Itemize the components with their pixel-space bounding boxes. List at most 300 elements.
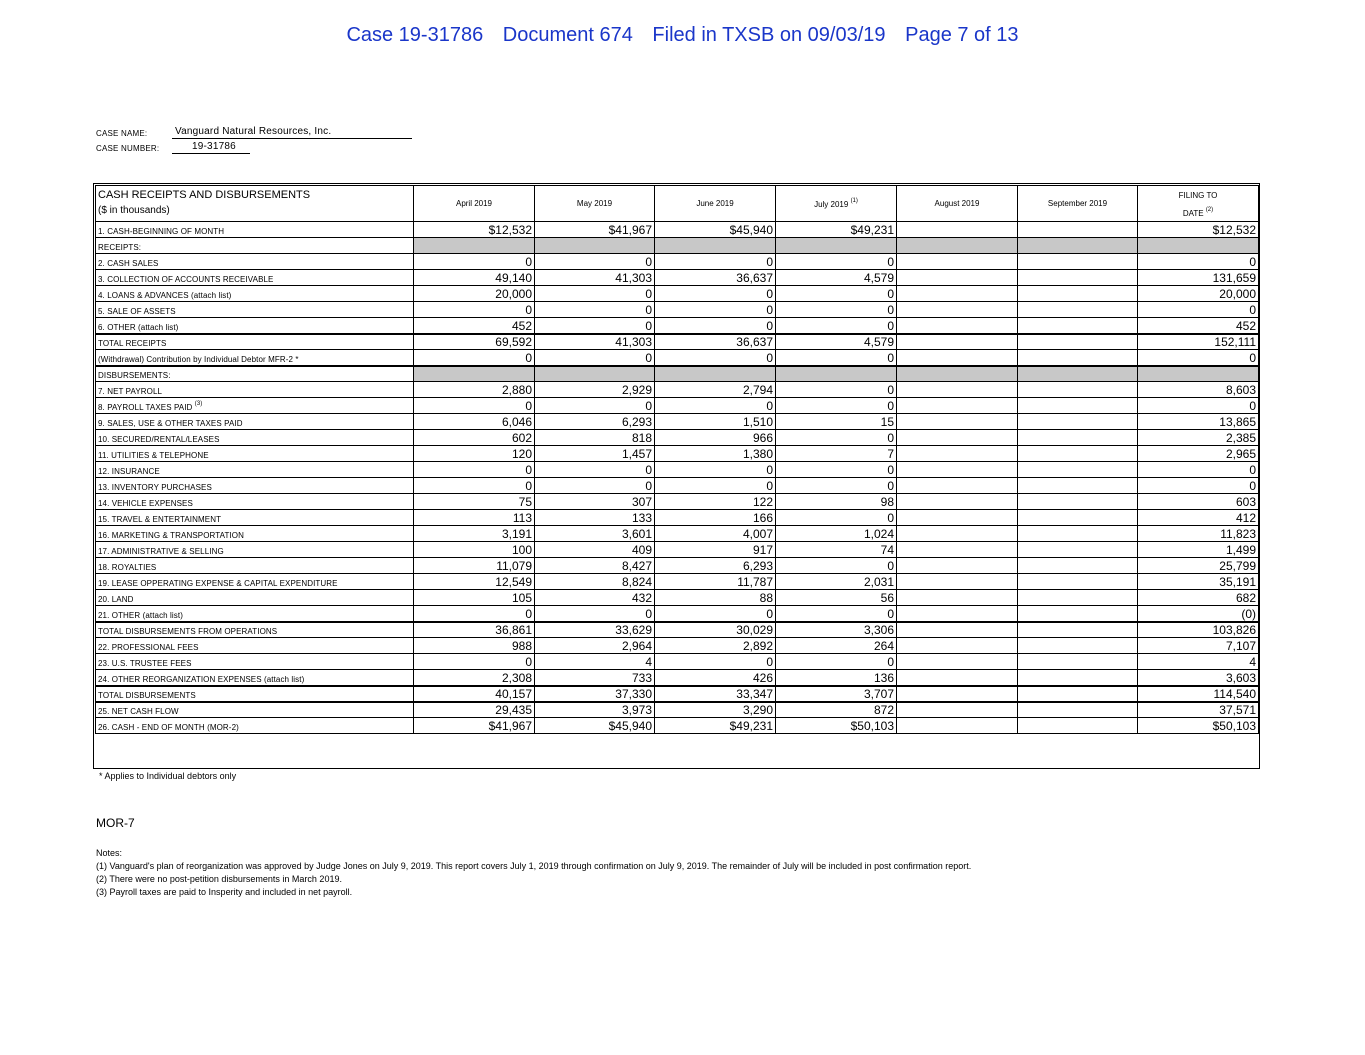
value-cell: 41,303 — [535, 270, 655, 286]
value-cell — [897, 526, 1018, 542]
table-header-row — [96, 186, 1259, 222]
row-label-text: 3. COLLECTION OF ACCOUNTS RECEIVABLE — [98, 275, 274, 284]
value-cell: 100 — [414, 542, 535, 558]
value-cell: 0 — [414, 478, 535, 494]
table-row — [96, 350, 1259, 366]
row-label — [96, 446, 414, 462]
value-cell — [1018, 318, 1138, 334]
value-cell: $49,231 — [655, 718, 776, 734]
row-label — [96, 318, 414, 334]
column-header-june: June 2019 — [655, 186, 776, 222]
value-cell: 3,191 — [414, 526, 535, 542]
note-3: (3) Payroll taxes are paid to Insperity and included in net payroll. — [96, 887, 353, 897]
section-shade-cell — [1018, 238, 1138, 254]
value-cell: 4,579 — [776, 334, 897, 350]
value-cell — [897, 446, 1018, 462]
row-label-text: 24. OTHER REORGANIZATION EXPENSES (attach list) — [98, 674, 305, 684]
case-number-label: CASE NUMBER: — [96, 144, 160, 153]
value-cell: 1,457 — [535, 446, 655, 462]
value-cell — [897, 574, 1018, 590]
column-header-filing-to-date — [1138, 186, 1259, 222]
row-label-text: 19. LEASE OPPERATING EXPENSE & CAPITAL EXPENDITURE — [98, 579, 338, 588]
value-cell: 0 — [1138, 350, 1259, 366]
value-cell: 6,293 — [655, 558, 776, 574]
value-cell: 0 — [535, 254, 655, 270]
value-cell: 0 — [655, 654, 776, 670]
value-cell: 11,787 — [655, 574, 776, 590]
value-cell: 2,385 — [1138, 430, 1259, 446]
table-row — [96, 222, 1259, 238]
value-cell: 0 — [655, 350, 776, 366]
value-cell: 0 — [776, 558, 897, 574]
value-cell: 682 — [1138, 590, 1259, 606]
value-cell — [1018, 494, 1138, 510]
value-cell: 0 — [776, 318, 897, 334]
value-cell: 0 — [655, 318, 776, 334]
value-cell — [1018, 702, 1138, 718]
value-cell: 2,880 — [414, 382, 535, 398]
value-cell — [1018, 542, 1138, 558]
row-label — [96, 526, 414, 542]
value-cell: 2,965 — [1138, 446, 1259, 462]
value-cell: 0 — [655, 302, 776, 318]
row-label — [96, 366, 414, 382]
value-cell: 103,826 — [1138, 622, 1259, 638]
value-cell: 136 — [776, 670, 897, 686]
value-cell: $50,103 — [1138, 718, 1259, 734]
row-label-text: 6. OTHER (attach list) — [98, 322, 179, 332]
value-cell — [1018, 526, 1138, 542]
value-cell — [897, 478, 1018, 494]
value-cell: 1,499 — [1138, 542, 1259, 558]
value-cell: 602 — [414, 430, 535, 446]
row-label-text: 2. CASH SALES — [98, 259, 159, 268]
value-cell: $41,967 — [535, 222, 655, 238]
table-row — [96, 478, 1259, 494]
value-cell — [1018, 286, 1138, 302]
value-cell: 0 — [535, 478, 655, 494]
value-cell: 0 — [655, 286, 776, 302]
value-cell: 1,380 — [655, 446, 776, 462]
row-label-text: 5. SALE OF ASSETS — [98, 307, 176, 316]
value-cell: 40,157 — [414, 686, 535, 702]
value-cell: 0 — [655, 398, 776, 414]
note-1: (1) Vanguard's plan of reorganization was approved by Judge Jones on July 9, 2019. This report covers July 1, 2019 through confirmation on July 9, 2019. The remainder of July will be included in post confirmation report. — [96, 861, 972, 871]
value-cell: 0 — [655, 254, 776, 270]
value-cell: 75 — [414, 494, 535, 510]
value-cell: 0 — [535, 350, 655, 366]
row-label-text: 26. CASH - END OF MONTH (MOR-2) — [98, 723, 239, 732]
value-cell — [897, 718, 1018, 734]
table-title-cell — [96, 186, 414, 222]
value-cell: 0 — [1138, 254, 1259, 270]
value-cell: 8,427 — [535, 558, 655, 574]
value-cell: 2,929 — [535, 382, 655, 398]
table-row — [96, 398, 1259, 414]
notes-heading: Notes: — [96, 848, 123, 858]
value-cell: 0 — [414, 302, 535, 318]
value-cell — [1018, 334, 1138, 350]
value-cell — [897, 222, 1018, 238]
value-cell: 0 — [776, 606, 897, 622]
value-cell: 452 — [414, 318, 535, 334]
value-cell — [1018, 382, 1138, 398]
value-cell — [1018, 446, 1138, 462]
value-cell: 307 — [535, 494, 655, 510]
value-cell: 3,603 — [1138, 670, 1259, 686]
row-label-text: TOTAL RECEIPTS — [98, 339, 167, 348]
value-cell: 4 — [535, 654, 655, 670]
table-row — [96, 238, 1259, 254]
section-shade-cell — [897, 366, 1018, 382]
row-label — [96, 430, 414, 446]
value-cell: 409 — [535, 542, 655, 558]
section-shade-cell — [414, 366, 535, 382]
value-cell: 0 — [776, 398, 897, 414]
row-label-text: 12. INSURANCE — [98, 467, 160, 476]
value-cell: 113 — [414, 510, 535, 526]
value-cell — [897, 542, 1018, 558]
payroll-footnote-mark: (3) — [194, 401, 203, 407]
case-name-value: Vanguard Natural Resources, Inc. — [172, 126, 412, 139]
value-cell: 2,308 — [414, 670, 535, 686]
row-label — [96, 414, 414, 430]
value-cell: 8,603 — [1138, 382, 1259, 398]
table-row — [96, 590, 1259, 606]
value-cell: 264 — [776, 638, 897, 654]
row-label — [96, 238, 414, 254]
value-cell — [897, 670, 1018, 686]
value-cell — [1018, 558, 1138, 574]
table-row — [96, 654, 1259, 670]
value-cell — [897, 462, 1018, 478]
value-cell: 0 — [655, 478, 776, 494]
row-label-text: 8. PAYROLL TAXES PAID — [98, 403, 193, 412]
value-cell: 0 — [535, 462, 655, 478]
value-cell: 49,140 — [414, 270, 535, 286]
value-cell — [1018, 270, 1138, 286]
cash-receipts-disbursements-table — [95, 185, 1259, 734]
section-shade-cell — [776, 238, 897, 254]
row-label-text: 14. VEHICLE EXPENSES — [98, 499, 193, 508]
section-shade-cell — [655, 238, 776, 254]
case-number-line — [96, 141, 236, 153]
row-label — [96, 382, 414, 398]
value-cell: 37,330 — [535, 686, 655, 702]
value-cell: 20,000 — [1138, 286, 1259, 302]
july-footnote-mark: (1) — [850, 198, 858, 204]
row-label-text: 22. PROFESSIONAL FEES — [98, 643, 199, 652]
row-label — [96, 558, 414, 574]
value-cell: 0 — [655, 606, 776, 622]
value-cell — [897, 430, 1018, 446]
value-cell: 0 — [535, 302, 655, 318]
case-name-line — [96, 126, 332, 138]
row-label — [96, 270, 414, 286]
table-row — [96, 270, 1259, 286]
value-cell: 603 — [1138, 494, 1259, 510]
value-cell — [897, 350, 1018, 366]
row-label — [96, 494, 414, 510]
row-label-text: TOTAL DISBURSEMENTS FROM OPERATIONS — [98, 627, 278, 636]
row-label-text: 23. U.S. TRUSTEE FEES — [98, 659, 192, 668]
value-cell — [897, 590, 1018, 606]
row-label — [96, 590, 414, 606]
value-cell: 917 — [655, 542, 776, 558]
value-cell: 733 — [535, 670, 655, 686]
row-label — [96, 350, 414, 366]
value-cell: 4,579 — [776, 270, 897, 286]
value-cell: 98 — [776, 494, 897, 510]
value-cell — [897, 606, 1018, 622]
row-label — [96, 654, 414, 670]
row-label — [96, 462, 414, 478]
value-cell: 74 — [776, 542, 897, 558]
value-cell: 0 — [776, 462, 897, 478]
row-label — [96, 254, 414, 270]
value-cell: 0 — [776, 654, 897, 670]
document-header — [0, 24, 1365, 47]
table-row — [96, 574, 1259, 590]
row-label-text: 20. LAND — [98, 595, 134, 604]
value-cell: 3,290 — [655, 702, 776, 718]
value-cell: 0 — [414, 398, 535, 414]
value-cell — [897, 686, 1018, 702]
case-name-label: CASE NAME: — [96, 129, 148, 138]
value-cell: 41,303 — [535, 334, 655, 350]
row-label — [96, 398, 414, 414]
section-shade-cell — [1138, 238, 1259, 254]
value-cell — [897, 398, 1018, 414]
value-cell: 36,861 — [414, 622, 535, 638]
value-cell: 452 — [1138, 318, 1259, 334]
value-cell: 0 — [776, 302, 897, 318]
value-cell: 0 — [776, 286, 897, 302]
table-row — [96, 302, 1259, 318]
value-cell: 0 — [776, 254, 897, 270]
value-cell — [1018, 510, 1138, 526]
july-label: July 2019 — [814, 200, 849, 209]
value-cell: 0 — [535, 286, 655, 302]
value-cell: 7 — [776, 446, 897, 462]
row-label — [96, 542, 414, 558]
value-cell: 0 — [1138, 462, 1259, 478]
value-cell — [897, 510, 1018, 526]
value-cell: 0 — [535, 398, 655, 414]
value-cell: 56 — [776, 590, 897, 606]
table-row — [96, 318, 1259, 334]
row-label-text: 4. LOANS & ADVANCES (attach list) — [98, 291, 232, 300]
table-body — [96, 222, 1259, 734]
value-cell: 30,029 — [655, 622, 776, 638]
value-cell: 122 — [655, 494, 776, 510]
table-row — [96, 254, 1259, 270]
table-row — [96, 494, 1259, 510]
value-cell: 1,510 — [655, 414, 776, 430]
value-cell — [897, 622, 1018, 638]
value-cell — [1018, 622, 1138, 638]
value-cell — [897, 382, 1018, 398]
section-shade-cell — [535, 238, 655, 254]
value-cell: 131,659 — [1138, 270, 1259, 286]
document-number-header: Document 674 — [502, 24, 633, 46]
value-cell: 88 — [655, 590, 776, 606]
value-cell — [897, 558, 1018, 574]
row-label — [96, 510, 414, 526]
value-cell: 0 — [414, 462, 535, 478]
value-cell: 2,892 — [655, 638, 776, 654]
value-cell: 426 — [655, 670, 776, 686]
value-cell: $49,231 — [776, 222, 897, 238]
value-cell — [1018, 462, 1138, 478]
row-label-text: 7. NET PAYROLL — [98, 387, 163, 396]
row-label — [96, 286, 414, 302]
table-row — [96, 718, 1259, 734]
value-cell: 0 — [414, 606, 535, 622]
filing-date-label: DATE — [1182, 209, 1204, 218]
value-cell: 37,571 — [1138, 702, 1259, 718]
row-label-text: 10. SECURED/RENTAL/LEASES — [98, 435, 220, 444]
section-shade-cell — [535, 366, 655, 382]
value-cell: 114,540 — [1138, 686, 1259, 702]
value-cell: 166 — [655, 510, 776, 526]
value-cell: $12,532 — [414, 222, 535, 238]
filed-header: Filed in TXSB on 09/03/19 — [652, 24, 886, 46]
section-shade-cell — [414, 238, 535, 254]
row-label-text: 18. ROYALTIES — [98, 563, 157, 572]
value-cell — [1018, 638, 1138, 654]
value-cell: 412 — [1138, 510, 1259, 526]
value-cell — [1018, 254, 1138, 270]
value-cell: 2,794 — [655, 382, 776, 398]
row-label-text: 17. ADMINISTRATIVE & SELLING — [98, 547, 224, 556]
row-label-text: TOTAL DISBURSEMENTS — [98, 690, 196, 700]
value-cell: 0 — [414, 350, 535, 366]
value-cell: 6,293 — [535, 414, 655, 430]
value-cell: 4 — [1138, 654, 1259, 670]
note-2: (2) There were no post-petition disbursements in March 2019. — [96, 874, 342, 884]
value-cell — [897, 702, 1018, 718]
value-cell — [1018, 222, 1138, 238]
value-cell: 0 — [414, 654, 535, 670]
row-label — [96, 606, 414, 622]
value-cell: 0 — [535, 606, 655, 622]
table-row — [96, 430, 1259, 446]
value-cell — [897, 638, 1018, 654]
individual-debtor-footnote: * Applies to Individual debtors only — [99, 771, 237, 781]
table-row — [96, 686, 1259, 702]
table-row — [96, 542, 1259, 558]
value-cell — [1018, 430, 1138, 446]
value-cell: 4,007 — [655, 526, 776, 542]
column-header-september: September 2019 — [1018, 186, 1138, 222]
value-cell: 966 — [655, 430, 776, 446]
value-cell: 0 — [655, 462, 776, 478]
value-cell: 2,031 — [776, 574, 897, 590]
value-cell: 15 — [776, 414, 897, 430]
value-cell: $45,940 — [655, 222, 776, 238]
value-cell: 33,629 — [535, 622, 655, 638]
value-cell: 3,601 — [535, 526, 655, 542]
table-row — [96, 414, 1259, 430]
column-header-july — [776, 186, 897, 222]
value-cell: 0 — [776, 430, 897, 446]
value-cell — [897, 318, 1018, 334]
value-cell: 0 — [776, 478, 897, 494]
value-cell: 13,865 — [1138, 414, 1259, 430]
case-number-header: Case 19-31786 — [346, 24, 484, 46]
value-cell: 0 — [776, 382, 897, 398]
table-row — [96, 286, 1259, 302]
value-cell: 988 — [414, 638, 535, 654]
value-cell: 35,191 — [1138, 574, 1259, 590]
table-row — [96, 670, 1259, 686]
table-row — [96, 558, 1259, 574]
value-cell — [1018, 686, 1138, 702]
row-label — [96, 302, 414, 318]
row-label-text: 9. SALES, USE & OTHER TAXES PAID — [98, 419, 243, 428]
value-cell: 0 — [1138, 302, 1259, 318]
row-label — [96, 622, 414, 638]
value-cell — [1018, 718, 1138, 734]
table-subtitle: ($ in thousands) — [98, 205, 170, 216]
row-label — [96, 222, 414, 238]
row-label-text: 15. TRAVEL & ENTERTAINMENT — [98, 515, 222, 524]
row-label-text: DISBURSEMENTS: — [98, 371, 171, 380]
section-shade-cell — [1018, 366, 1138, 382]
case-number-value: 19-31786 — [172, 141, 250, 154]
value-cell — [1018, 398, 1138, 414]
value-cell — [1018, 574, 1138, 590]
value-cell: 0 — [1138, 398, 1259, 414]
value-cell: 11,823 — [1138, 526, 1259, 542]
page-number-header: Page 7 of 13 — [905, 24, 1019, 46]
row-label — [96, 686, 414, 702]
section-shade-cell — [776, 366, 897, 382]
value-cell — [897, 254, 1018, 270]
table-row — [96, 366, 1259, 382]
section-shade-cell — [1138, 366, 1259, 382]
value-cell: $45,940 — [535, 718, 655, 734]
row-label-text: 11. UTILITIES & TELEPHONE — [98, 451, 209, 460]
row-label — [96, 478, 414, 494]
section-shade-cell — [897, 238, 1018, 254]
value-cell: 6,046 — [414, 414, 535, 430]
value-cell: 29,435 — [414, 702, 535, 718]
value-cell: 3,306 — [776, 622, 897, 638]
value-cell: 3,973 — [535, 702, 655, 718]
notes-section — [96, 847, 971, 899]
value-cell — [897, 286, 1018, 302]
value-cell: 105 — [414, 590, 535, 606]
value-cell: (0) — [1138, 606, 1259, 622]
value-cell: 432 — [535, 590, 655, 606]
table-row — [96, 334, 1259, 350]
value-cell: 69,592 — [414, 334, 535, 350]
value-cell — [897, 302, 1018, 318]
row-label-text: 13. INVENTORY PURCHASES — [98, 483, 212, 492]
value-cell — [1018, 590, 1138, 606]
value-cell: 0 — [776, 350, 897, 366]
value-cell: 818 — [535, 430, 655, 446]
value-cell: 152,111 — [1138, 334, 1259, 350]
value-cell: $50,103 — [776, 718, 897, 734]
table-row — [96, 622, 1259, 638]
value-cell: 11,079 — [414, 558, 535, 574]
row-label — [96, 574, 414, 590]
column-header-may: May 2019 — [535, 186, 655, 222]
table-row — [96, 526, 1259, 542]
